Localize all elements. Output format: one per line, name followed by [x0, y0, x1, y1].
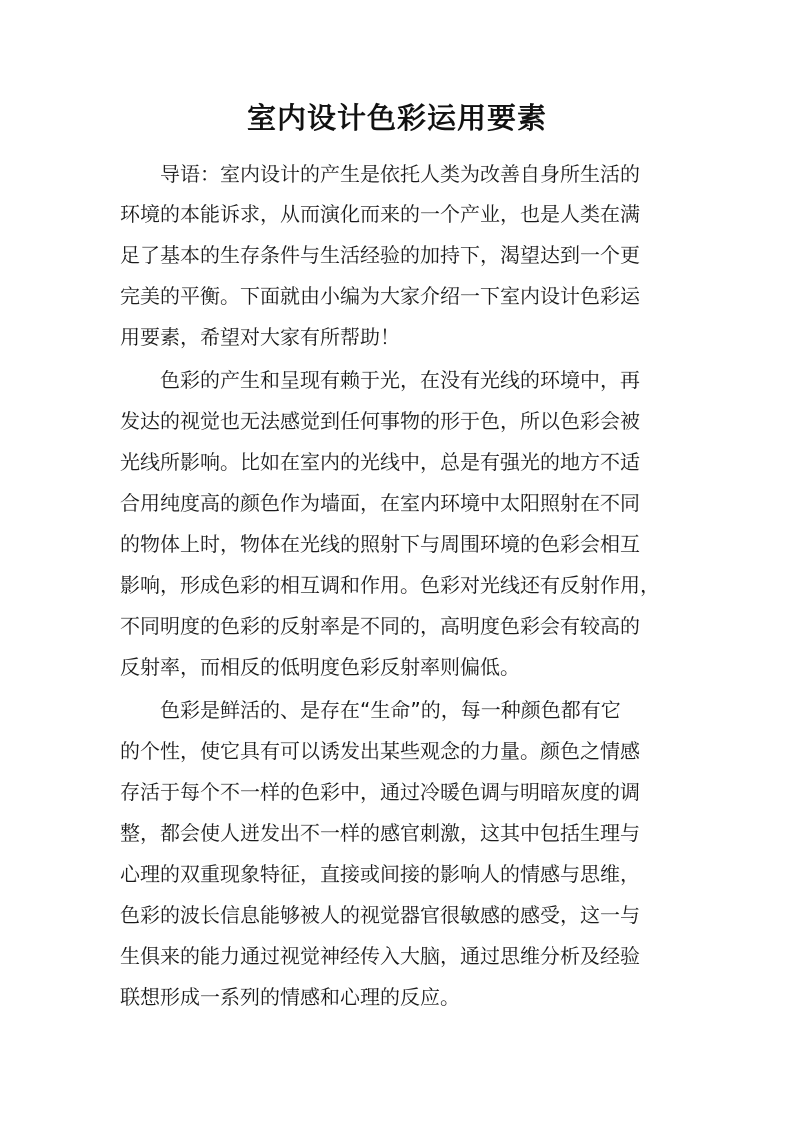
paragraph-line: 发达的视觉也无法感觉到任何事物的形于色，所以色彩会被 [120, 409, 640, 433]
paragraph-line: 存活于每个不一样的色彩中，通过冷暖色调与明暗灰度的调 [120, 780, 640, 804]
paragraph-line: 用要素，希望对大家有所帮助！ [120, 325, 400, 349]
paragraph-line: 光线所影响。比如在室内的光线中，总是有强光的地方不适 [120, 450, 640, 474]
paragraph-line: 的物体上时，物体在光线的照射下与周围环境的色彩会相互 [120, 532, 640, 556]
paragraph-line: 完美的平衡。下面就由小编为大家介绍一下室内设计色彩运 [120, 284, 640, 308]
paragraph-line: 反射率，而相反的低明度色彩反射率则偏低。 [120, 655, 520, 679]
paragraph-line: 生俱来的能力通过视觉神经传入大脑，通过思维分析及经验 [120, 944, 640, 968]
paragraph-line: 导语：室内设计的产生是依托人类为改善自身所生活的 [160, 162, 640, 186]
paragraph-line: 色彩的波长信息能够被人的视觉器官很敏感的感受，这一与 [120, 903, 640, 927]
paragraph-line: 影响，形成色彩的相互调和作用。色彩对光线还有反射作用， [120, 573, 660, 597]
paragraph-line: 整，都会使人迸发出不一样的感官刺激，这其中包括生理与 [120, 821, 640, 845]
paragraph-line: 不同明度的色彩的反射率是不同的，高明度色彩会有较高的 [120, 614, 640, 638]
paragraph-line: 环境的本能诉求，从而演化而来的一个产业，也是人类在满 [120, 202, 640, 226]
paragraph-line: 色彩是鲜活的、是存在“生命”的，每一种颜色都有它 [160, 698, 621, 722]
paragraph-line: 合用纯度高的颜色作为墙面，在室内环境中太阳照射在不同 [120, 491, 640, 515]
paragraph-line: 的个性，使它具有可以诱发出某些观念的力量。颜色之情感 [120, 739, 640, 763]
paragraph-line: 联想形成一系列的情感和心理的反应。 [120, 985, 460, 1009]
page-title: 室内设计色彩运用要素 [246, 101, 547, 135]
paragraph-line: 足了基本的生存条件与生活经验的加持下，渴望达到一个更 [120, 243, 640, 267]
paragraph-line: 心理的双重现象特征，直接或间接的影响人的情感与思维， [120, 862, 640, 886]
paragraph-line: 色彩的产生和呈现有赖于光，在没有光线的环境中，再 [160, 368, 640, 392]
